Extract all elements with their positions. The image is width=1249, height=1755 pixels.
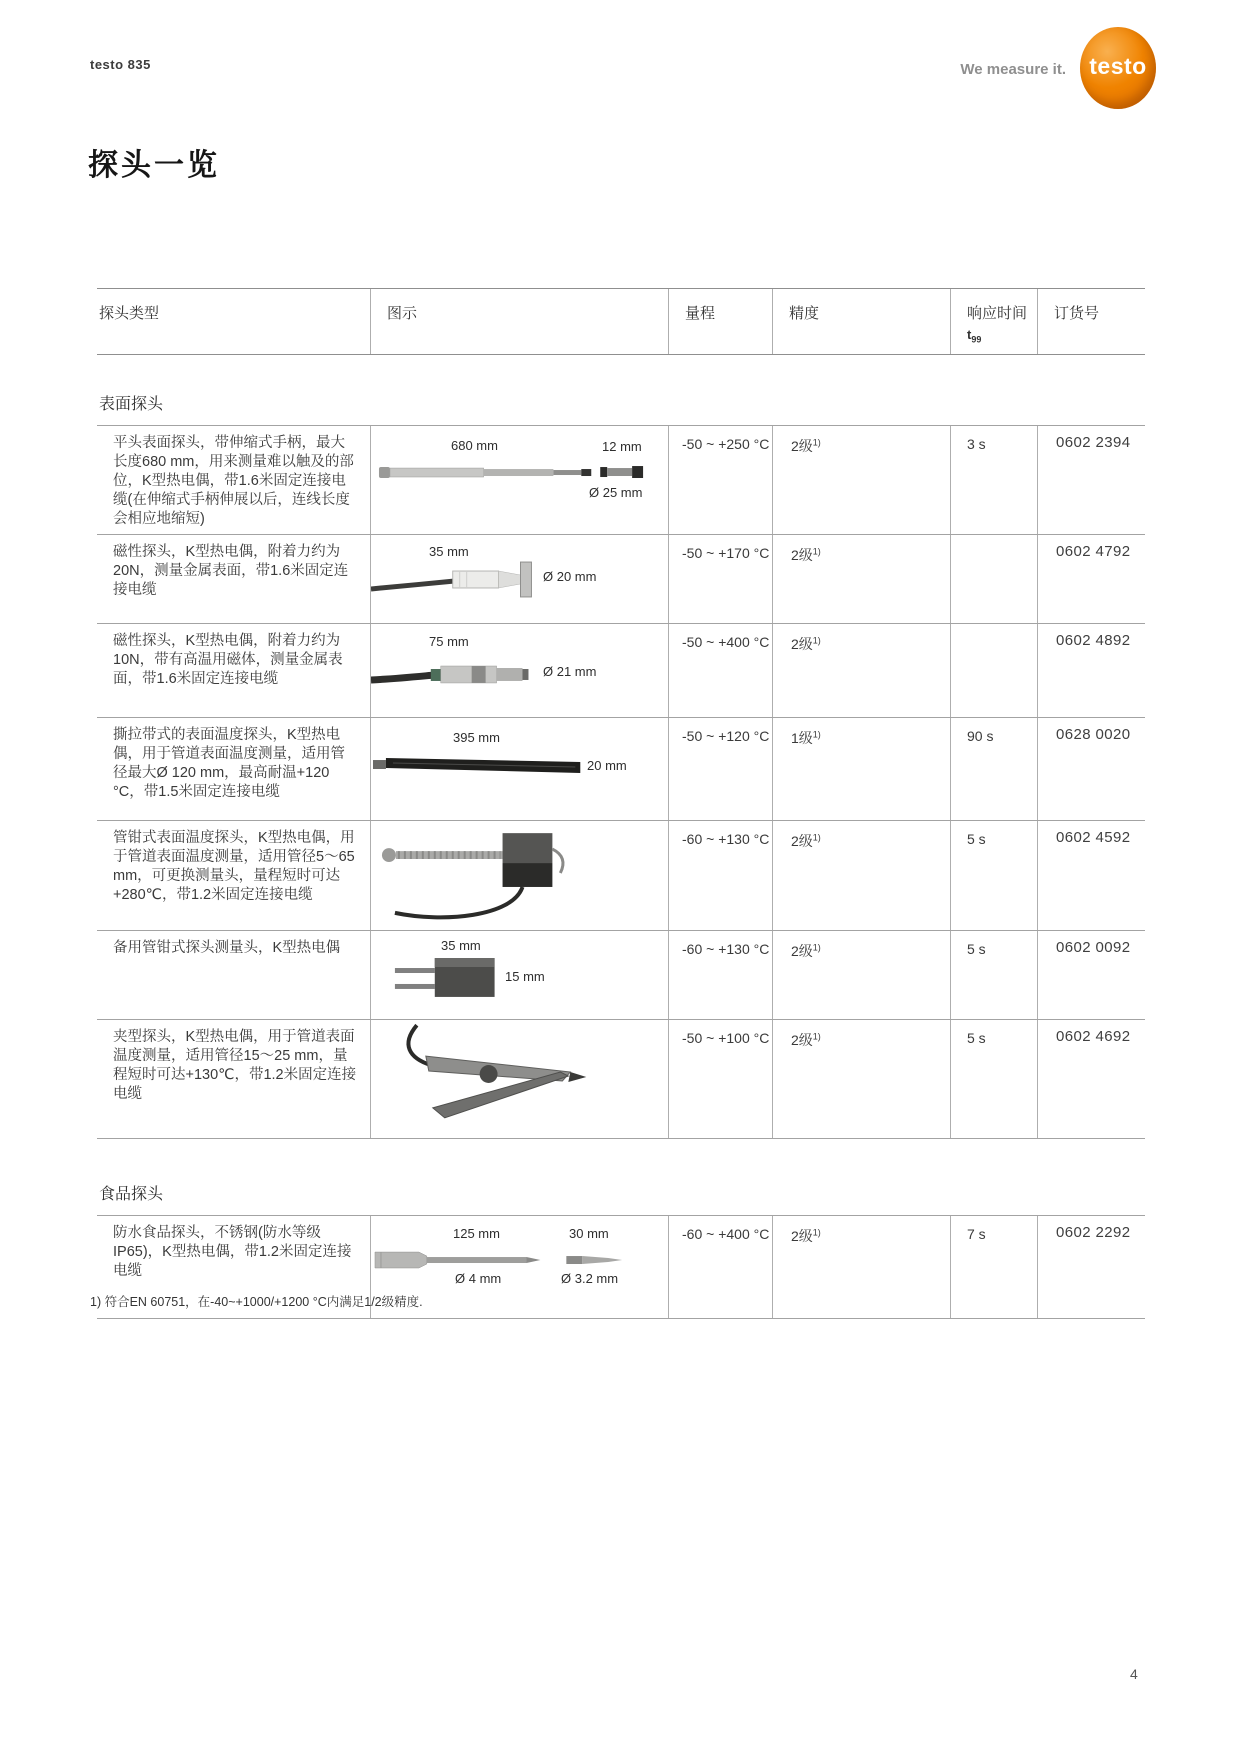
col-header-response-time: 响应时间 $t_{99}$ xyxy=(950,289,1037,354)
tape-probe-illustration xyxy=(370,718,668,820)
clamp-probe-image xyxy=(371,1020,668,1138)
accuracy: 2级$^{1)}$ xyxy=(772,1020,950,1138)
dim-label: 12 mm xyxy=(602,439,642,454)
probe-description: 管钳式表面温度探头，K型热电偶，用于管道表面温度测量，适用管径5～65 mm，可更换测量头，量程短时可达+280℃，带1.2米固定连接电缆 xyxy=(113,830,355,903)
measuring-range: -50 ~ +100 °C xyxy=(668,1020,772,1138)
accuracy: 2级$^{1)}$ xyxy=(772,1216,950,1318)
dim-label: 680 mm xyxy=(451,438,498,453)
page-title: 探头一览 xyxy=(88,149,220,182)
probe-description: 夹型探头，K型热电偶，用于管道表面温度测量，适用管径15～25 mm，量程短时可达+130℃，带1.2米固定连接电缆 xyxy=(113,1029,357,1102)
footnote-ref: 1) xyxy=(812,832,821,843)
page-number: 4 xyxy=(1130,1666,1138,1682)
pipe-wrench-probe-illustration xyxy=(370,821,668,930)
dim-label: 15 mm xyxy=(505,969,545,984)
measuring-range: -60 ~ +130 °C xyxy=(668,931,772,1019)
measuring-range: -50 ~ +120 °C xyxy=(668,718,772,820)
dim-label: 125 mm xyxy=(453,1226,500,1241)
magnet-probe-hightemp-image xyxy=(371,624,668,717)
footnote-ref: 1) xyxy=(812,729,821,740)
pipe-wrench-probe-image xyxy=(371,821,668,930)
measuring-range: -50 ~ +250 °C xyxy=(668,426,772,534)
response-time: 5 s xyxy=(950,1020,1037,1138)
dim-label: Ø 25 mm xyxy=(589,485,643,500)
section-title-food-probes: 食品探头 xyxy=(99,1186,164,1203)
measuring-range: -50 ~ +170 °C xyxy=(668,535,772,623)
brand-tagline: We measure it. xyxy=(960,61,1066,78)
dim-label: Ø 20 mm xyxy=(543,569,597,584)
magnet-probe-illustration xyxy=(370,535,668,623)
magnet-probe-hightemp-illustration xyxy=(370,624,668,717)
col-header-illustration: 图示 xyxy=(370,289,668,354)
dim-label: 395 mm xyxy=(453,730,500,745)
table-row xyxy=(97,1019,1145,1138)
accuracy: 2级$^{1)}$ xyxy=(772,535,950,623)
accuracy: 2级$^{1)}$ xyxy=(772,931,950,1019)
table-row xyxy=(97,534,1145,623)
response-time: 7 s xyxy=(950,1216,1037,1318)
response-time xyxy=(950,535,1037,623)
col-header-order-no: 订货号 xyxy=(1037,289,1145,354)
response-time xyxy=(950,624,1037,717)
table-header-row xyxy=(97,288,1145,355)
col-header-range: 量程 xyxy=(668,289,772,354)
col-header-type: 探头类型 xyxy=(99,305,160,322)
dim-label: 75 mm xyxy=(429,634,469,649)
footnote: 1) 符合EN 60751，在-40~+1000/+1200 °C内满足1/2级精度. xyxy=(90,1295,423,1309)
probe-description: 磁性探头，K型热电偶，附着力约为10N，带有高温用磁体，测量金属表面，带1.6米固定连接电缆 xyxy=(113,633,343,687)
table-row xyxy=(97,930,1145,1019)
footnote-ref: 1) xyxy=(812,1031,821,1042)
response-time: 5 s xyxy=(950,931,1037,1019)
dim-label: 20 mm xyxy=(587,758,627,773)
telescopic-probe-illustration xyxy=(370,426,668,534)
order-number: 0602 2394 xyxy=(1037,426,1145,534)
probe-description: 备用管钳式探头测量头，K型热电偶 xyxy=(113,940,341,956)
product-name: testo 835 xyxy=(90,57,151,72)
accuracy: 2级$^{1)}$ xyxy=(772,426,950,534)
measuring-range: -50 ~ +400 °C xyxy=(668,624,772,717)
magnet-probe-image xyxy=(371,535,668,623)
footnote-ref: 1) xyxy=(812,546,821,557)
response-time: 5 s xyxy=(950,821,1037,930)
dim-label: Ø 21 mm xyxy=(543,664,597,679)
probe-table xyxy=(97,288,1145,1319)
probe-description: 磁性探头，K型热电偶，附着力约为20N，测量金属表面，带1.6米固定连接电缆 xyxy=(113,544,349,598)
table-row xyxy=(97,425,1145,534)
order-number: 0602 4792 xyxy=(1037,535,1145,623)
footnote-ref: 1) xyxy=(812,437,821,448)
col-header-accuracy: 精度 xyxy=(772,289,950,354)
surface-probes-body xyxy=(97,425,1145,1139)
logo-text: testo xyxy=(1089,52,1147,79)
testo-logo-icon xyxy=(1080,27,1156,109)
table-row xyxy=(97,623,1145,717)
probe-description: 平头表面探头，带伸缩式手柄，最大长度680 mm，用来测量难以触及的部位，K型热电偶，带1.6米固定连接电缆(在伸缩式手柄伸展以后，连线长度会相应地缩短) xyxy=(113,435,354,527)
measuring-range: -60 ~ +130 °C xyxy=(668,821,772,930)
dim-label: Ø 3.2 mm xyxy=(561,1271,619,1286)
order-number: 0602 0092 xyxy=(1037,931,1145,1019)
measuring-range: -60 ~ +400 °C xyxy=(668,1216,772,1318)
probe-description: 撕拉带式的表面温度探头，K型热电偶，用于管道表面温度测量，适用管径最大Ø 120 mm，最高耐温+120 °C，带1.5米固定连接电缆 xyxy=(113,727,345,800)
table-row xyxy=(97,820,1145,930)
order-number: 0602 4892 xyxy=(1037,624,1145,717)
dim-label: Ø 4 mm xyxy=(455,1271,502,1286)
footnote-ref: 1) xyxy=(812,1227,821,1238)
order-number: 0602 4692 xyxy=(1037,1020,1145,1138)
table-row xyxy=(97,717,1145,820)
probe-description: 防水食品探头，不锈钢(防水等级IP65)，K型热电偶，带1.2米固定连接电缆 xyxy=(113,1225,352,1279)
accuracy: 2级$^{1)}$ xyxy=(772,624,950,717)
t99-symbol: $t_{99}$ xyxy=(967,327,982,345)
response-time: 90 s xyxy=(950,718,1037,820)
accuracy: 2级$^{1)}$ xyxy=(772,821,950,930)
clamp-probe-illustration xyxy=(370,1020,668,1138)
footnote-ref: 1) xyxy=(812,942,821,953)
spare-head-illustration xyxy=(370,931,668,1019)
order-number: 0628 0020 xyxy=(1037,718,1145,820)
dim-label: 30 mm xyxy=(569,1226,609,1241)
dim-label: 35 mm xyxy=(441,938,481,953)
dim-label: 35 mm xyxy=(429,544,469,559)
footnote-ref: 1) xyxy=(812,635,821,646)
order-number: 0602 2292 xyxy=(1037,1216,1145,1318)
section-title-surface-probes: 表面探头 xyxy=(99,396,164,413)
accuracy: 1级$^{1)}$ xyxy=(772,718,950,820)
response-time: 3 s xyxy=(950,426,1037,534)
order-number: 0602 4592 xyxy=(1037,821,1145,930)
